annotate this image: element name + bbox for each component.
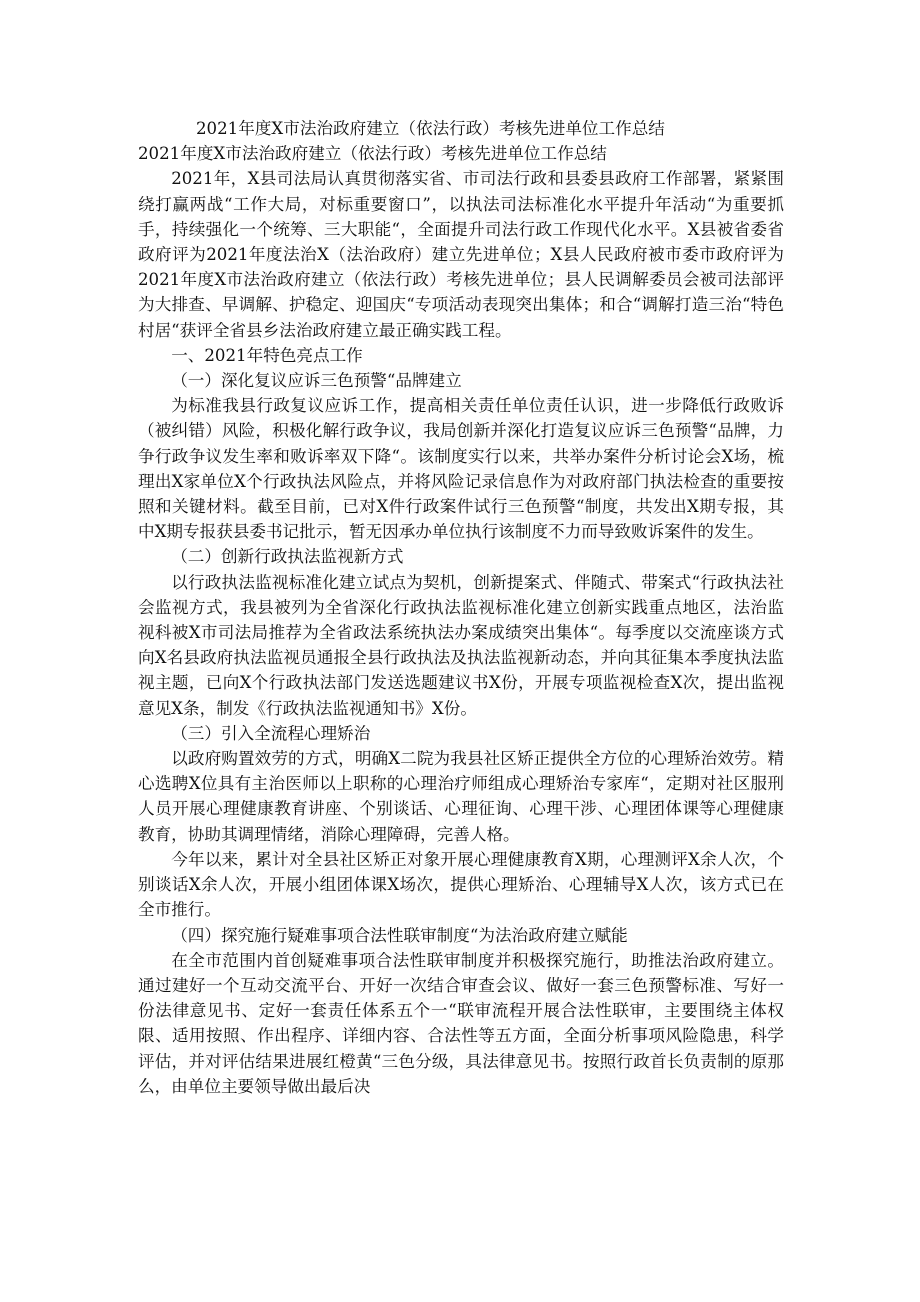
intro-paragraph: 2021年，X县司法局认真贯彻落实省、市司法行政和县委县政府工作部署，紧紧围绕打赢两战“工作大局，对标重要窗口”，以执法司法标准化水平提升年活动“为重要抓手，持续强化一个统筹、三大职能“，全面提升司法行政工作现代化水平。X县被省委省政府评为2021年度法治X（法治政府）建立先进单位；X县人民政府被市委市政府评为2021年度X市法治政府建立（依法行政）考核先进单位；县人民调解委员会被司法部评为大排查、早调解、护稳定、迎国庆“专项活动表现突出集体；和合“调解打造三治“特色村居“获评全省县乡法治政府建立最正确实践工程。 [138, 169, 784, 340]
document-title: 2021年度X市法治政府建立（依法行政）考核先进单位工作总结 [196, 119, 665, 138]
subsection-heading-4: （四）探究施行疑难事项合法性联审制度“为法治政府建立赋能 [171, 925, 628, 945]
subsection-paragraph-4: 在全市范围内首创疑难事项合法性联审制度并积极探究施行，助推法治政府建立。通过建好一个互动交流平台、开好一次结合审查会议、做好一套三色预警标准、写好一份法律意见书、定好一套责任体系五个一“联审流程开展合法性联审，主要围绕主体权限、适用按照、作出程序、详细内容、合法性等五方面，全面分析事项风险隐患，科学评估，并对评估结果进展红橙黄“三色分级，具法律意见书。按照行政首长负责制的原那么，由单位主要领导做出最后决 [138, 950, 784, 1096]
document-page [138, 116, 784, 1099]
subsection-heading-1: （一）深化复议应诉三色预警“品牌建立 [171, 371, 462, 391]
subsection-paragraph-1: 为标准我县行政复议应诉工作，提高相关责任单位责任认识，进一步降低行政败诉（被纠错）风险，积极化解行政争议，我局创新并深化打造复议应诉三色预警“品牌，力争行政争议发生率和败诉率双下降“。该制度实行以来，共举办案件分析讨论会X场，梳理出X家单位X个行政执法风险点，并将风险记录信息作为对政府部门执法检查的重要按照和关键材料。截至目前，已对X件行政案件试行三色预警“制度，共发出X期专报，其中X期专报获县委书记批示，暂无因承办单位执行该制度不力而导致败诉案件的发生。 [138, 396, 784, 542]
section-heading: 一、2021年特色亮点工作 [171, 345, 363, 365]
subsection-paragraph-3a: 以政府购置效劳的方式，明确X二院为我县社区矫正提供全方位的心理矫治效劳。精心选聘X位具有主治医师以上职称的心理治疗师组成心理矫治专家库“，定期对社区服刑人员开展心理健康教育讲座、个别谈话、心理征询、心理干涉、心理团体课等心理健康教育，协助其调理情绪，消除心理障碍，完善人格。 [138, 749, 784, 844]
subsection-paragraph-3b: 今年以来，累计对全县社区矫正对象开展心理健康教育X期，心理测评X余人次，个别谈话X余人次，开展小组团体课X场次，提供心理矫治、心理辅导X人次，该方式已在全市推行。 [138, 849, 784, 920]
subsection-heading-2: （二）创新行政执法监视新方式 [171, 547, 404, 567]
subsection-paragraph-2: 以行政执法监视标准化建立试点为契机，创新提案式、伴随式、带案式“行政执法社会监视方式，我县被列为全省深化行政执法监视标准化建立创新实践重点地区，法治监视科被X市司法局推荐为全省政法系统执法办案成绩突出集体“。每季度以交流座谈方式向X名县政府执法监视员通报全县行政执法及执法监视新动态，并向其征集本季度执法监视主题，已向X个行政执法部门发送选题建议书X份，开展专项监视检查X次，提出监视意见X条，制发《行政执法监视通知书》X份。 [138, 572, 784, 718]
document-title-repeat: 2021年度X市法治政府建立（依法行政）考核先进单位工作总结 [138, 144, 607, 164]
subsection-heading-3: （三）引入全流程心理矫治 [171, 723, 371, 743]
